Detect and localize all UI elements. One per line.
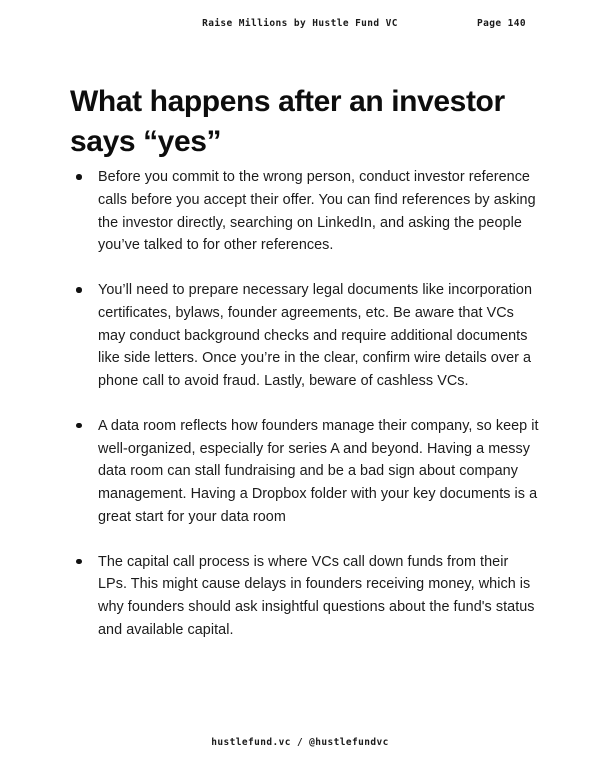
bullet-dot-icon [76,174,82,180]
header-title: Raise Millions by Hustle Fund VC [202,18,398,29]
bullet-dot-icon [76,559,82,565]
list-item [70,415,540,529]
list-item-text: A data room reflects how founders manage their company, so keep it well-organized, especially for series A and beyond. Having a messy data room can stall fundraising and be a bad sign about company management. Having a Dropbox folder with your key documents is a great start for your data room [98,417,539,525]
list-item [70,551,540,642]
page-header [0,18,600,29]
bullet-dot-icon [76,287,82,293]
list-item-text: Before you commit to the wrong person, conduct investor reference calls before you accept their offer. You can find references by asking the investor directly, searching on LinkedIn, and asking the people you’ve talked to for other references. [98,169,536,254]
list-item [70,166,540,257]
list-item [70,279,540,393]
page-footer: hustlefund.vc / @hustlefundvc [211,737,389,748]
page-title: What happens after an investor says “yes” [70,85,505,158]
bullet-list [70,166,540,642]
list-item-text: You’ll need to prepare necessary legal documents like incorporation certificates, bylaws, founder agreements, etc. Be aware that VCs may conduct background checks and require additional documents like side letters. Once you’re in the clear, confirm wire details over a phone call to avoid fraud. Lastly, beware of cashless VCs. [98,282,532,389]
list-item-text: The capital call process is where VCs call down funds from their LPs. This might cause delays in founders receiving money, which is why founders should ask insightful questions about the fund's status and available capital. [98,553,535,638]
bullet-dot-icon [76,423,82,429]
header-page-number: Page 140 [477,18,526,29]
